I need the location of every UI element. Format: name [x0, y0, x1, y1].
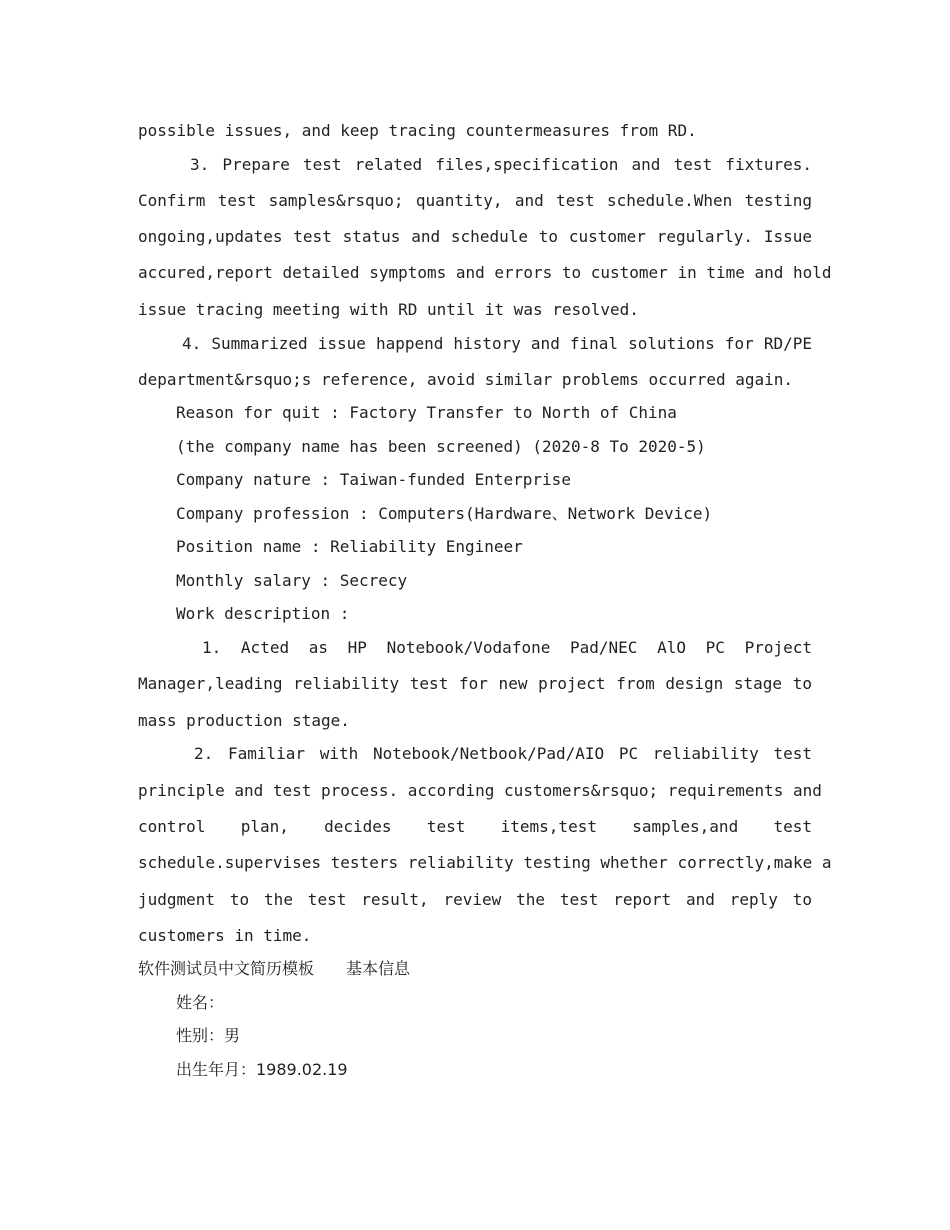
- text-line: issue tracing meeting with RD until it was resolved.: [138, 300, 639, 319]
- text-line: Position name : Reliability Engineer: [176, 537, 523, 556]
- text-line: Company profession : Computers(Hardware、Network Device): [176, 504, 713, 523]
- text-line: Confirm test samples&rsquo; quantity, and test schedule.When testing: [138, 191, 812, 210]
- text-line: schedule.supervises testers reliability testing whether correctly,make a: [138, 853, 832, 872]
- text-line: 3. Prepare test related files,specification and test fixtures.: [190, 155, 812, 174]
- text-line: principle and test process. according customers&rsquo; requirements and: [138, 781, 822, 800]
- text-line: ongoing,updates test status and schedule to customer regularly. Issue: [138, 227, 812, 246]
- text-line: judgment to the test result, review the test report and reply to: [138, 890, 812, 909]
- text-line: (the company name has been screened) (2020-8 To 2020-5): [176, 437, 706, 456]
- text-line: possible issues, and keep tracing countermeasures from RD.: [138, 121, 697, 140]
- text-line: 出生年月：1989.02.19: [176, 1060, 348, 1079]
- text-line: Reason for quit : Factory Transfer to North of China: [176, 403, 677, 422]
- text-line: 性别：男: [176, 1026, 241, 1045]
- text-line: Manager,leading reliability test for new project from design stage to: [138, 674, 812, 693]
- text-line: accured,report detailed symptoms and errors to customer in time and hold: [138, 263, 832, 282]
- text-line: Company nature : Taiwan-funded Enterprise: [176, 470, 571, 489]
- text-line: department&rsquo;s reference, avoid similar problems occurred again.: [138, 370, 794, 389]
- text-line: Work description :: [176, 604, 350, 623]
- text-line: mass production stage.: [138, 711, 350, 730]
- text-line: 1. Acted as HP Notebook/Vodafone Pad/NEC AlO PC Project: [202, 638, 812, 657]
- section-heading: 软件测试员中文简历模板 基本信息: [138, 959, 411, 978]
- text-line: Monthly salary : Secrecy: [176, 571, 408, 590]
- text-line: 姓名：: [176, 993, 225, 1012]
- text-line: customers in time.: [138, 926, 312, 945]
- text-line: 2. Familiar with Notebook/Netbook/Pad/AIO PC reliability test: [194, 744, 812, 763]
- text-line: control plan, decides test items,test samples,and test: [138, 817, 812, 836]
- text-line: 4. Summarized issue happend history and final solutions for RD/PE: [182, 334, 812, 353]
